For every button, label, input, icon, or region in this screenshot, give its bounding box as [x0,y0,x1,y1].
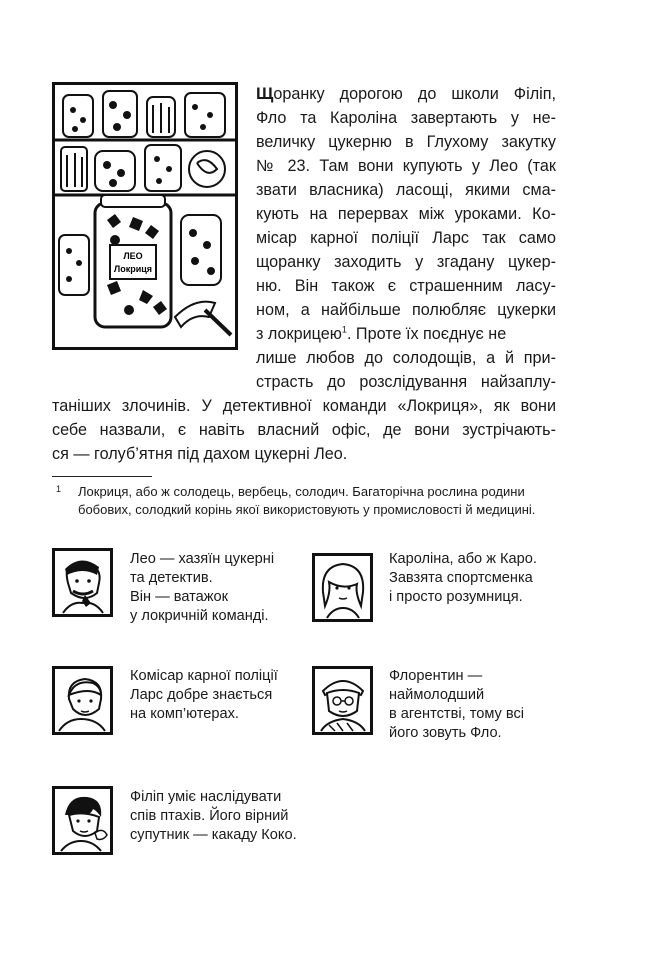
paragraph-line-10: ном, а найбільше полюбляє цукерки [256,301,556,319]
character-desc-filip: Філіп уміє наслідувати спів птахів. Його вірний супутник — какаду Коко. [130,789,297,843]
footnote-divider [52,476,152,477]
portrait-flo [312,666,373,735]
footnote-line-1: Локриця, або ж солодець, вербець, солодич. Багаторічна рослина родини [78,484,525,499]
licorice-word: з локрицею [256,325,342,343]
paragraph-line-11: з локрицею$^1$. Проте їх поєднує не [256,324,507,343]
portrait-karolina [312,553,373,622]
drop-cap: Щ [256,84,274,103]
paragraph-line-15: себе назвали, є навіть власний офіс, де вони зустрічають- [52,421,556,439]
portrait-lars [52,666,113,735]
paragraph-line-6: кують на перервах між уроками. Ко- [256,205,556,223]
jar-label-line-1: ЛЕО [123,251,143,261]
paragraph-line-9: ню. Він також є страшенним ласу- [256,277,556,295]
jar-label-line-2: Локриця [113,264,153,274]
paragraph-line-12: лише любов до солодощів, а й при- [256,349,556,367]
paragraph-line-3: величку цукерню в Глухому закутку [256,133,556,151]
candy-shop-illustration [52,82,238,350]
footnote-ref: 1 [341,324,347,335]
paragraph-line-8: щоранку заходить у згадану цукер- [256,253,556,271]
footnote-number: 1 [56,484,62,494]
character-desc-karolina: Кароліна, або ж Каро. Завзята спортсменка і просто розумниця. [389,551,537,605]
character-desc-lars: Комісар карної поліції Ларс добре знається на комп’ютерах. [130,668,278,722]
paragraph-line-5: звати власника) ласощі, якими сма- [256,181,556,199]
paragraph-line-13: страсть до розслідування найзаплу- [256,373,556,391]
paragraph-line-1: Щоранку дорогою до школи Філіп, [256,84,556,103]
paragraph-line-7: місар карної поліції Ларс так само [256,229,556,247]
paragraph-line-4: № 23. Там вони купують у Лео (так [256,157,556,175]
portrait-leo [52,548,113,617]
portrait-filip [52,786,113,855]
paragraph-line-14: таніших злочинів. У детективної команди «Локриця», як вони [52,397,556,415]
character-desc-leo: Лео — хазяїн цукерні та детектив. Він — ватажок у локричній команді. [130,551,275,624]
footnote-line-2: бобових, солодкий корінь якої використовують у промисловості й медицині. [78,502,536,517]
paragraph-line-2: Фло та Кароліна завертають у не- [256,109,556,127]
character-desc-flo: Флорентин — наймолодший в агентстві, тому всі його зовуть Фло. [389,668,525,741]
paragraph-line-16: ся — голуб’ятня під дахом цукерні Лео. [52,445,348,463]
